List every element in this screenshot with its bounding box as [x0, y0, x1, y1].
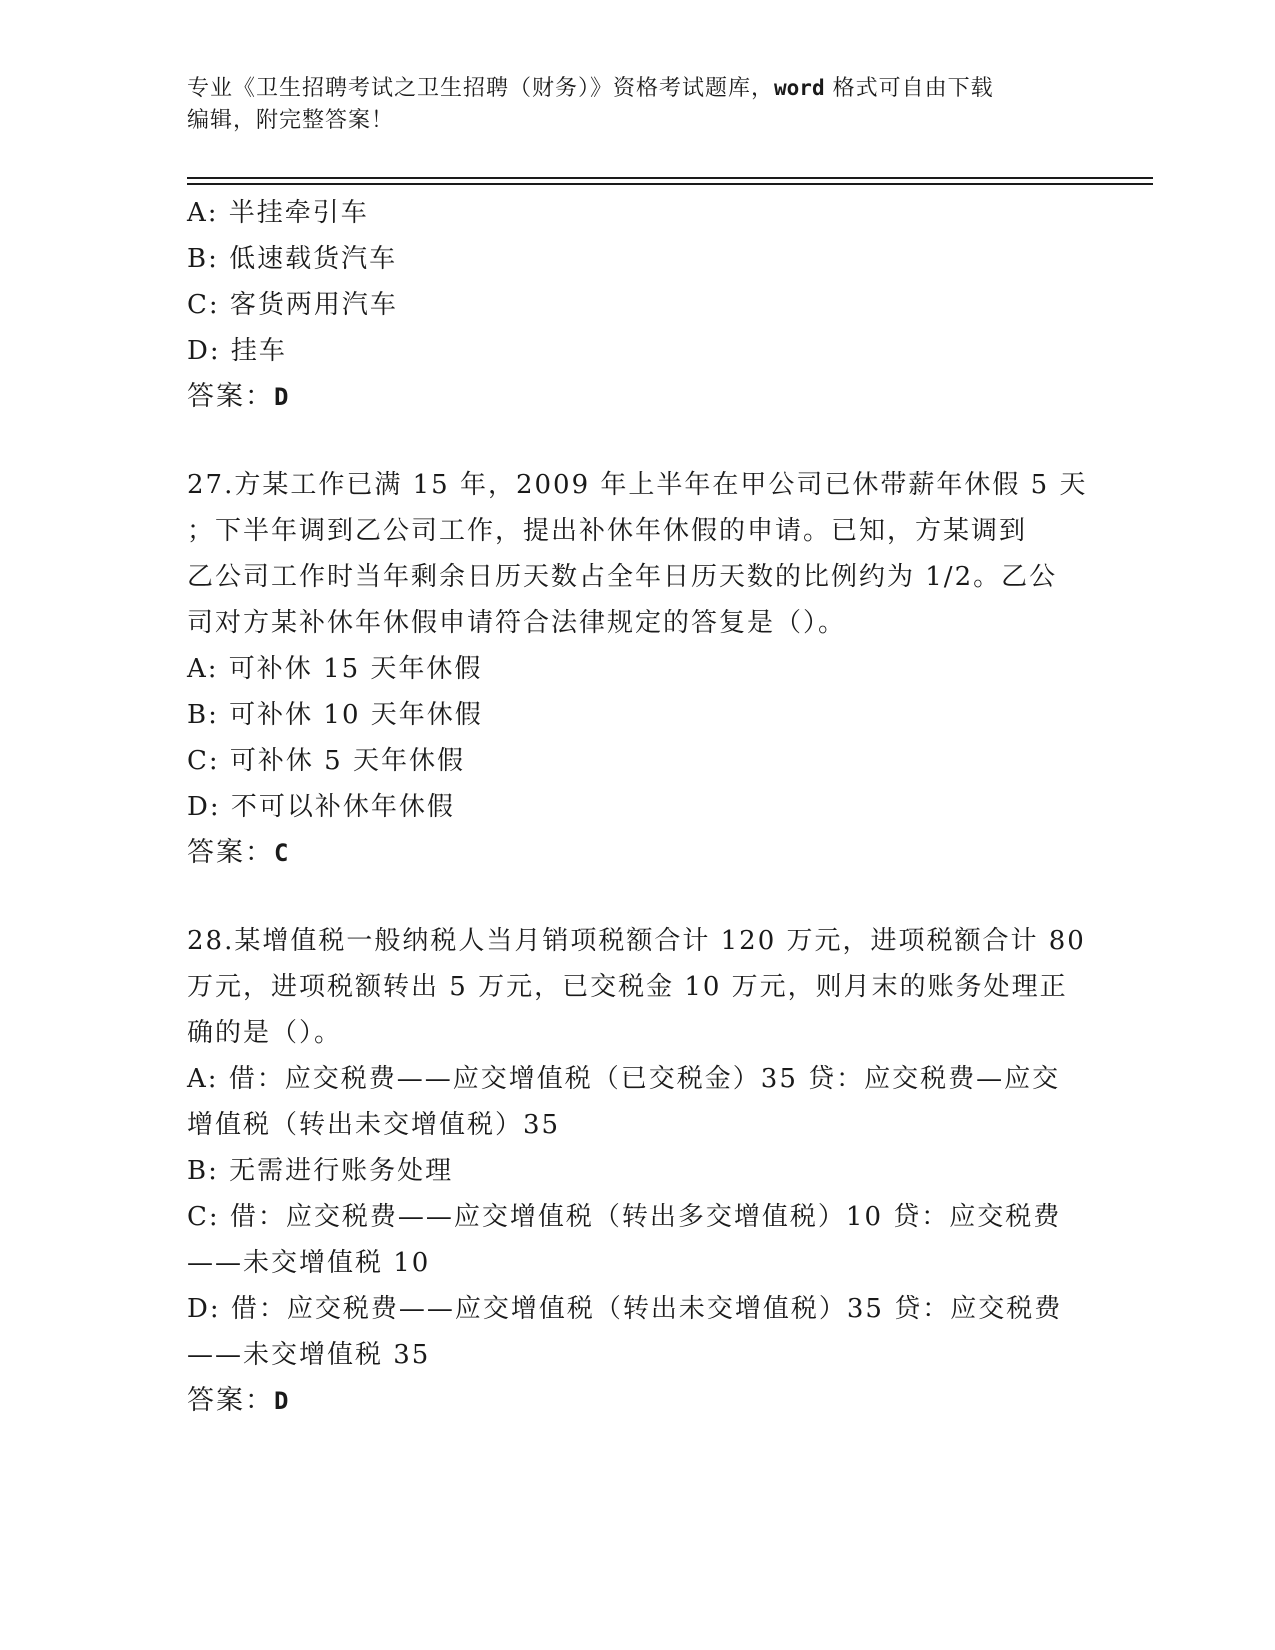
option-c: C: 可补休 5 天年休假 [187, 746, 465, 776]
option-a: A: 借：应交税费——应交增值税（已交税金）35 贷：应交税费—应交 [187, 1064, 1061, 1094]
option-c-continued: ——未交增值税 10 [187, 1248, 431, 1278]
option-a: A: 可补休 15 天年休假 [187, 654, 483, 684]
option-d: D: 借：应交税费——应交增值税（转出未交增值税）35 贷：应交税费 [187, 1294, 1063, 1324]
question-spacer [187, 876, 1087, 918]
option-d-continued: ——未交增值税 35 [187, 1340, 431, 1370]
question-stem-line: 乙公司工作时当年剩余日历天数占全年日历天数的比例约为 1/2。乙公 [187, 562, 1058, 592]
question-stem-line: 确的是（）。 [187, 1018, 343, 1048]
answer-line [187, 374, 1087, 420]
option-a: A: 半挂牵引车 [187, 198, 369, 228]
option-c: C: 借：应交税费——应交增值税（转出多交增值税）10 贷：应交税费 [187, 1202, 1062, 1232]
option-d: D: 不可以补休年休假 [187, 792, 455, 822]
question-stem-line: 万元，进项税额转出 5 万元，已交税金 10 万元，则月末的账务处理正 [187, 972, 1068, 1002]
question-28 [187, 918, 1087, 1424]
header-divider-bottom [187, 183, 1153, 185]
answer-value: C [274, 839, 291, 867]
option-b: B: 无需进行账务处理 [187, 1156, 454, 1186]
option-c: C: 客货两用汽车 [187, 290, 398, 320]
answer-label: 答案： [187, 837, 274, 868]
document-header [187, 72, 1087, 137]
answer-line [187, 1378, 1087, 1424]
header-word-format: word [774, 76, 825, 100]
header-line-2: 编辑，附完整答案！ [187, 108, 395, 133]
question-list [187, 190, 1087, 1424]
answer-line [187, 830, 1087, 876]
option-d: D: 挂车 [187, 336, 287, 366]
option-b: B: 低速载货汽车 [187, 244, 398, 274]
answer-label: 答案： [187, 1385, 274, 1416]
answer-value: D [274, 383, 291, 411]
option-a-continued: 增值税（转出未交增值税）35 [187, 1110, 561, 1140]
header-divider-top [187, 177, 1153, 179]
header-text-post: 格式可自由下载 [824, 76, 994, 101]
question-stem-line: 28.某增值税一般纳税人当月销项税额合计 120 万元，进项税额合计 80 [187, 926, 1086, 956]
header-line-1 [187, 72, 1087, 105]
question-26 [187, 190, 1087, 420]
answer-value: D [274, 1387, 291, 1415]
option-b: B: 可补休 10 天年休假 [187, 700, 483, 730]
question-stem-line: ；下半年调到乙公司工作，提出补休年休假的申请。已知，方某调到 [187, 516, 1028, 546]
header-text-pre: 专业《卫生招聘考试之卫生招聘（财务）》资格考试题库， [187, 76, 775, 101]
question-spacer [187, 420, 1087, 462]
answer-label: 答案： [187, 381, 274, 412]
question-27 [187, 462, 1087, 876]
question-stem-line: 司对方某补休年休假申请符合法律规定的答复是（）。 [187, 608, 847, 638]
question-stem-line: 27.方某工作已满 15 年，2009 年上半年在甲公司已休带薪年休假 5 天 [187, 470, 1088, 500]
